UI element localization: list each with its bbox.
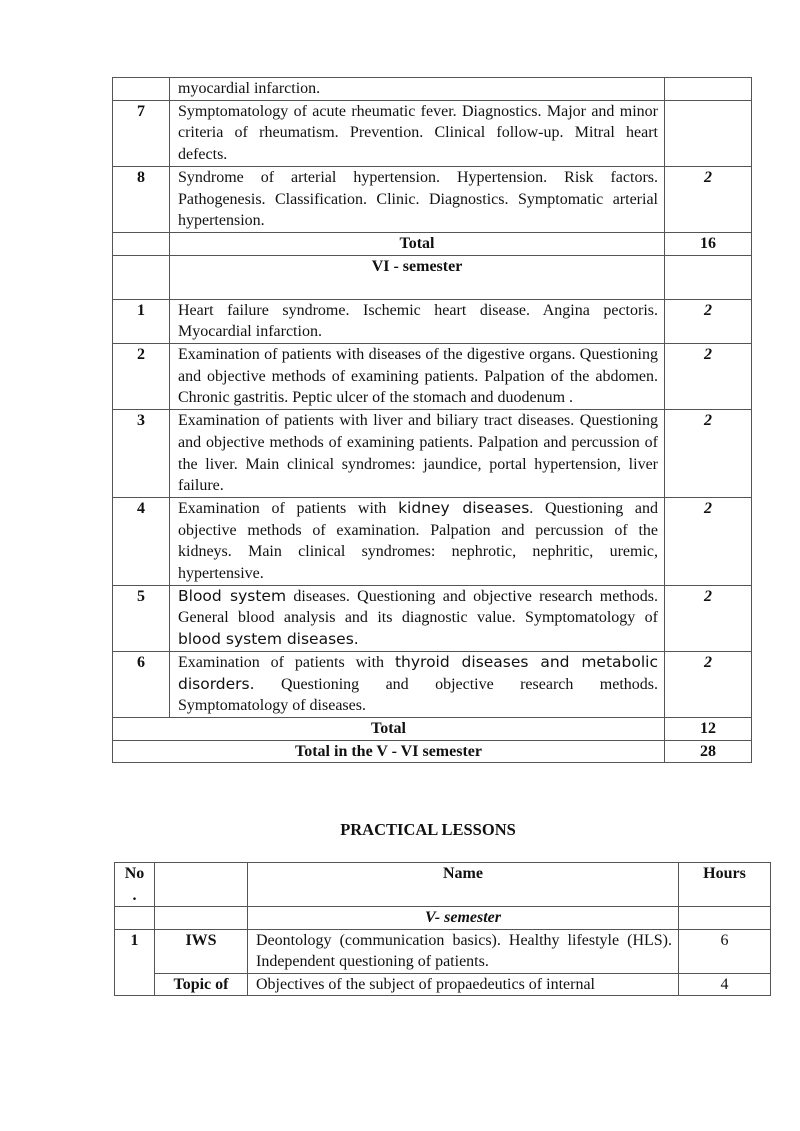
row-description: myocardial infarction. [170,78,665,101]
empty-cell [113,255,170,299]
row-number: 2 [113,344,170,410]
lectures-table [112,77,752,763]
total-label: Total [170,232,665,255]
empty-cell [113,232,170,255]
total-row [113,232,752,255]
row-type: IWS [155,929,248,973]
row-description: Deontology (communication basics). Healthy lifestyle (HLS). Independent questioning of patients. [248,929,679,973]
total-row [113,717,752,740]
table-row [113,100,752,166]
row-hours: 6 [679,929,771,973]
row-description: Examination of patients with diseases of the digestive organs. Questioning and objective methods of examining patients. Palpation of the abdomen. Chronic gastritis. Peptic ulcer of the stomach and duodenum . [170,344,665,410]
header-no: No . [115,863,155,907]
header-hours: Hours [679,863,771,907]
row-number: 5 [113,585,170,651]
text-part: thyroid diseases and metabolic disorders. [178,652,659,693]
row-hours: 2 [665,166,752,232]
section-title: PRACTICAL LESSONS [340,820,516,839]
row-hours: 2 [665,651,752,717]
row-hours: 2 [665,497,752,585]
row-number: 8 [113,166,170,232]
row-number: 6 [113,651,170,717]
table-row [113,299,752,343]
header-row [115,863,771,907]
row-description [170,497,665,585]
total-value: 12 [665,717,752,740]
text-part: . Questioning and objective methods of examination. Palpation and percussion of the kidneys. Main clinical syndromes: nephrotic, nephritic, uremic, hypertensive. [178,499,659,583]
row-hours [665,78,752,101]
total-value: 16 [665,232,752,255]
empty-cell [115,907,155,930]
row-number: 4 [113,497,170,585]
table-row [113,410,752,498]
text-part: Blood system [178,586,287,605]
row-number: 1 [115,929,155,996]
text-part: kidney diseases [398,498,530,517]
grand-total-row [113,740,752,763]
header-name: Name [248,863,679,907]
text-part: Examination of patients with [178,653,395,671]
table-row [113,585,752,651]
text-part: Examination of patients with [178,499,399,517]
grand-total-value: 28 [665,740,752,763]
text-part: blood system diseases. [178,630,359,649]
total-label: Total [113,717,665,740]
row-type: Topic of [155,973,248,996]
row-hours: 2 [665,585,752,651]
grand-total-label: Total in the V - VI semester [113,740,665,763]
row-description: Syndrome of arterial hypertension. Hypertension. Risk factors. Pathogenesis. Classification. Clinic. Diagnostics. Symptomatic arterial hypertension. [170,166,665,232]
row-description: Symptomatology of acute rheumatic fever. Diagnostics. Major and minor criteria of rheumatism. Prevention. Clinical follow-up. Mitral heart defects. [170,100,665,166]
text-part: Questioning and objective research methods. Symptomatology of diseases. [178,675,658,715]
table-row [113,78,752,101]
practical-table [114,862,771,996]
table-row [113,344,752,410]
row-hours: 2 [665,410,752,498]
row-description [170,585,665,651]
row-description: Heart failure syndrome. Ischemic heart disease. Angina pectoris. Myocardial infarction. [170,299,665,343]
table-row [115,929,771,973]
row-description: Examination of patients with liver and biliary tract diseases. Questioning and objective methods of examining patients. Palpation and percussion of the liver. Main clinical syndromes: jaundice, portal hypertension, liver failure. [170,410,665,498]
row-number: 1 [113,299,170,343]
empty-cell [155,863,248,907]
row-description: Objectives of the subject of propaedeutics of internal [248,973,679,996]
semester-row [115,907,771,930]
row-description [170,651,665,717]
table-row [113,497,752,585]
empty-cell [155,907,248,930]
table-row [113,651,752,717]
semester-row [113,255,752,299]
semester-label: V- semester [248,907,679,930]
row-number: 7 [113,100,170,166]
row-number: 3 [113,410,170,498]
empty-cell [665,255,752,299]
table-row [115,973,771,996]
row-hours: 4 [679,973,771,996]
row-number [113,78,170,101]
row-hours: 2 [665,344,752,410]
semester-label: VI - semester [170,255,665,299]
table-row [113,166,752,232]
row-hours [665,100,752,166]
row-hours: 2 [665,299,752,343]
empty-cell [679,907,771,930]
text-part: diseases. Questioning and objective research methods. General blood analysis and its diagnostic value. Symptomatology of [178,587,658,627]
